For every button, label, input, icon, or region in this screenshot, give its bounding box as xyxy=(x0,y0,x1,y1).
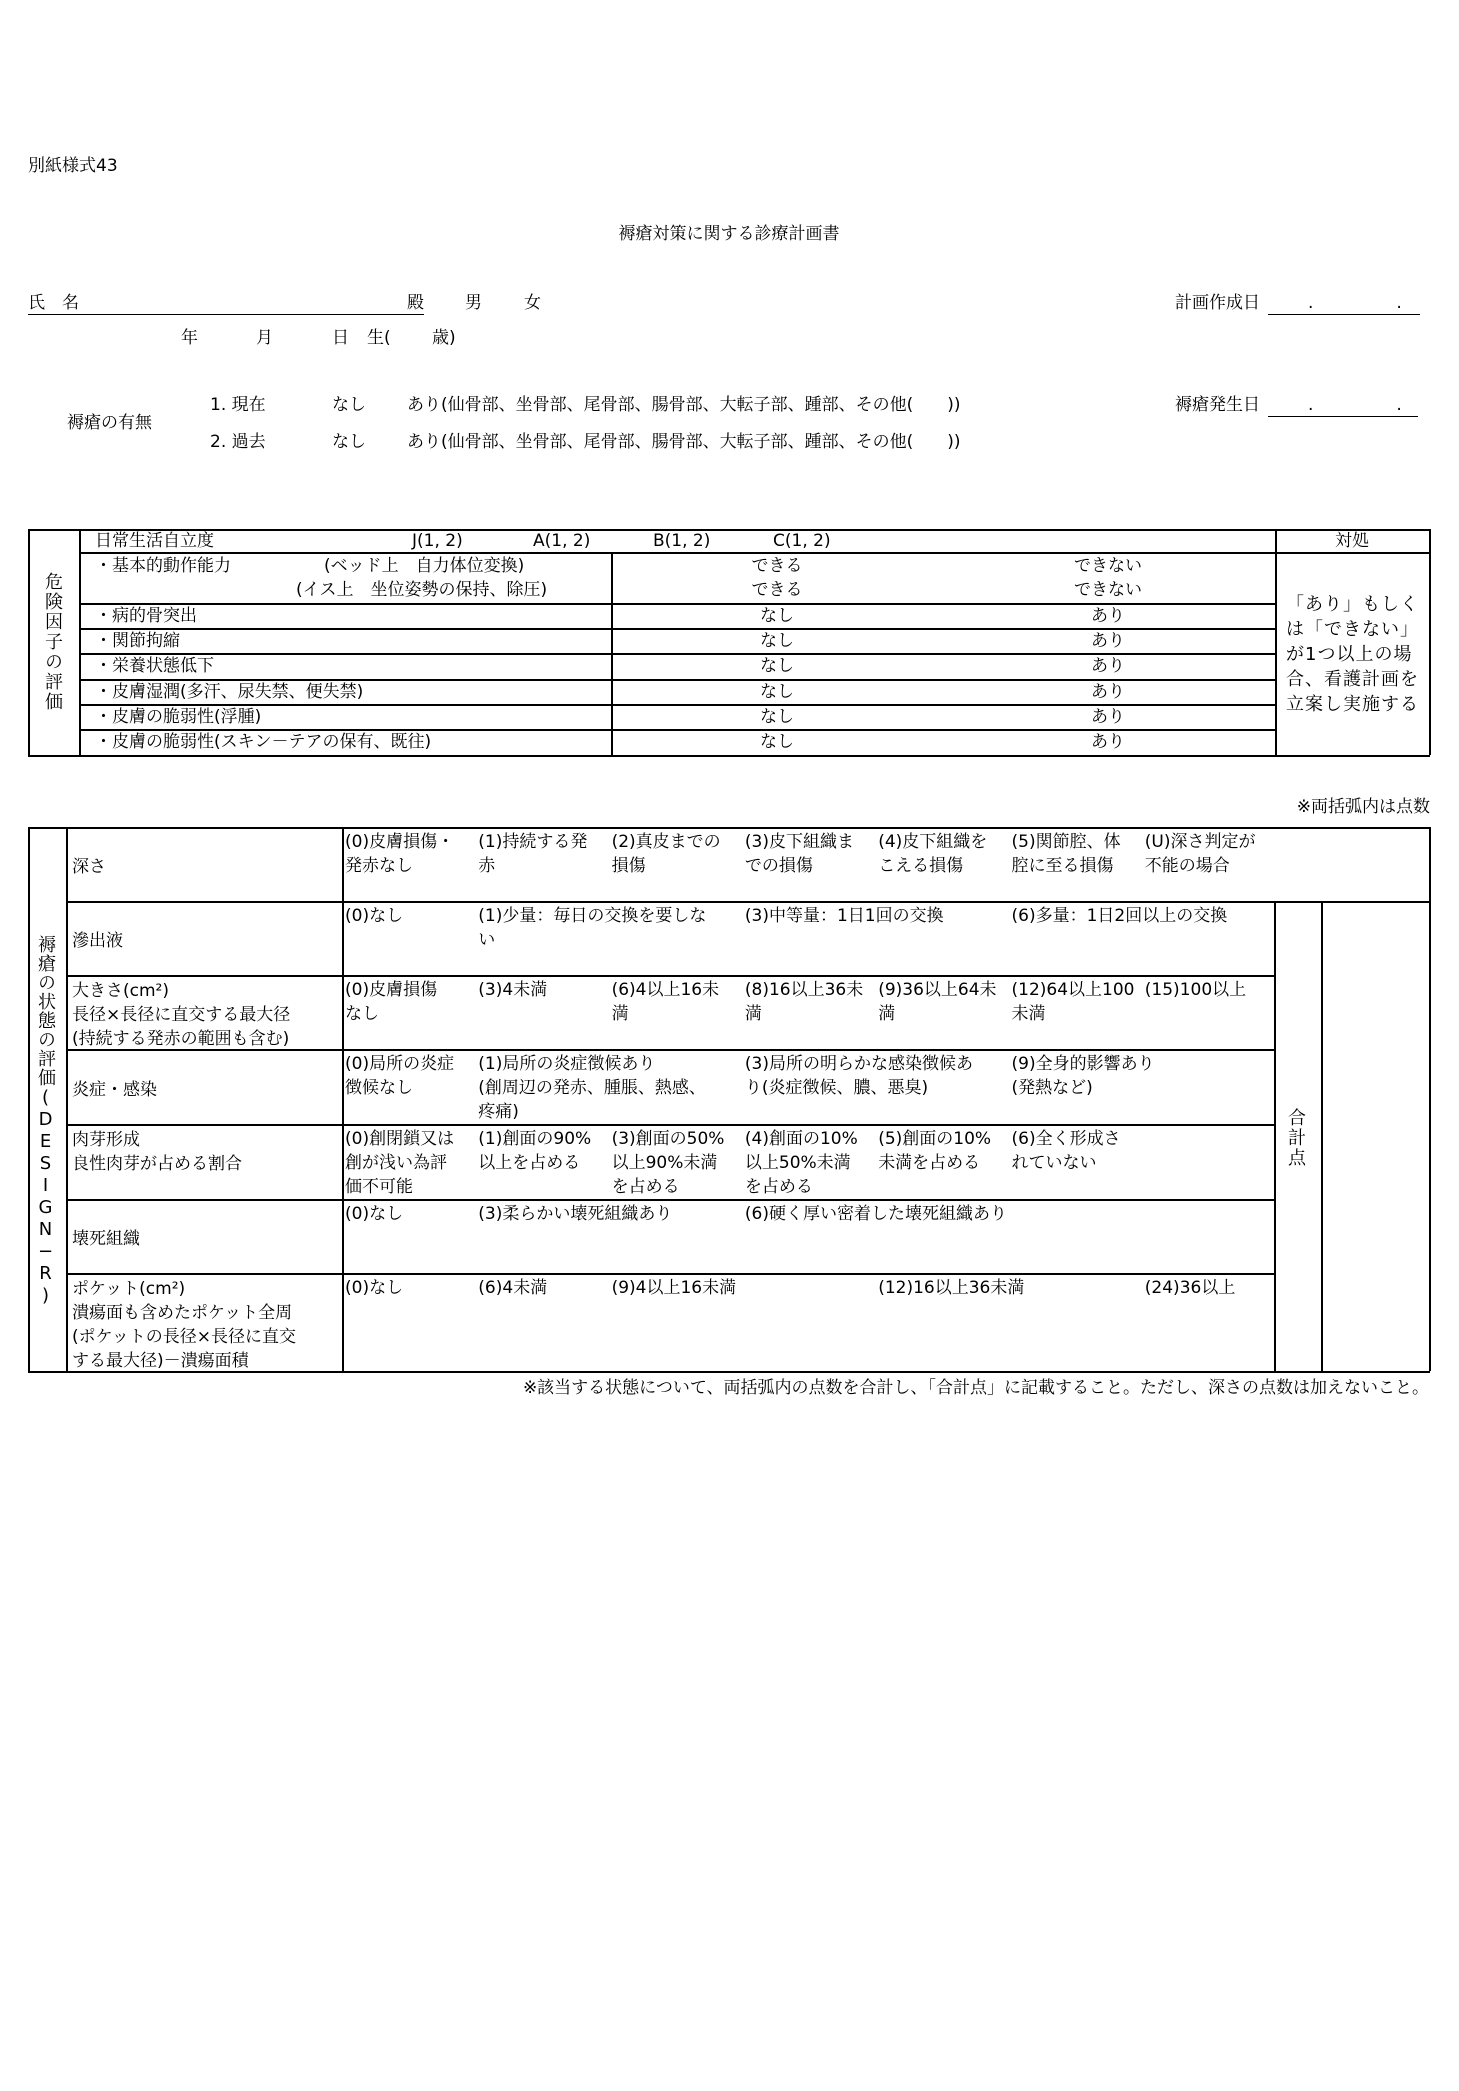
design-option[interactable]: (5)関節腔、体 腔に至る損傷 xyxy=(1011,832,1121,876)
risk-item-yes[interactable]: あり xyxy=(1091,707,1125,727)
design-row-label: 炎症・感染 xyxy=(72,1079,157,1100)
risk-item-no[interactable]: なし xyxy=(760,732,794,752)
footer-note: ※該当する状態について、両括弧内の点数を合計し、「合計点」に記載すること。ただし、深さの点数は加えないこと。 xyxy=(522,1378,1429,1398)
design-row-label: 深さ xyxy=(72,857,106,877)
chair-cannot[interactable]: できない xyxy=(1074,580,1142,600)
name-field[interactable] xyxy=(28,314,424,315)
design-section-label: 褥瘡の状態の評価(DESIGN−R) xyxy=(35,935,56,1307)
design-option[interactable]: (1)少量：毎日の交換を要しな い xyxy=(478,906,707,950)
design-row-label: ポケット(cm²) 潰瘍面も含めたポケット全周 (ポケットの長径×長径に直交 する最大径)－潰瘍面積 xyxy=(72,1279,297,1371)
current-label: 1. 現在 xyxy=(210,395,266,415)
design-option[interactable]: (3)柔らかい壊死組織あり xyxy=(478,1204,673,1224)
form-number: 別紙様式43 xyxy=(28,156,118,176)
honorific: 殿 xyxy=(407,293,424,313)
design-option[interactable]: (6)全く形成さ れていない xyxy=(1011,1129,1121,1173)
risk-item-label: ・皮膚の脆弱性(スキン－テアの保有、既往) xyxy=(95,732,432,752)
birth-year: 年 xyxy=(181,328,198,348)
design-option[interactable]: (8)16以上36未 満 xyxy=(744,980,864,1024)
design-option[interactable]: (1)創面の90% 以上を占める xyxy=(478,1129,592,1173)
action-text: 「あり」もしく は「できない」 が1つ以上の場 合、看護計画を 立案し実施する xyxy=(1286,594,1419,715)
ulcer-presence-label: 褥瘡の有無 xyxy=(67,413,152,433)
design-option[interactable]: (0)皮膚損傷・ 発赤なし xyxy=(345,832,455,876)
total-score-label: 合計点 xyxy=(1285,1108,1306,1168)
design-option[interactable]: (1)持続する発 赤 xyxy=(478,832,588,876)
design-option[interactable]: (9)全身的影響あり (発熱など) xyxy=(1011,1054,1155,1098)
risk-item-label: ・皮膚湿潤(多汗、尿失禁、便失禁) xyxy=(95,682,364,702)
risk-item-no[interactable]: なし xyxy=(760,631,794,651)
sex-female[interactable]: 女 xyxy=(524,293,541,313)
risk-item-yes[interactable]: あり xyxy=(1091,682,1125,702)
onset-date-field[interactable] xyxy=(1268,416,1418,417)
plan-date-dots: . . xyxy=(1308,293,1410,313)
design-option[interactable]: (3)4未満 xyxy=(478,980,548,1000)
design-option[interactable]: (4)創面の10% 以上50%未満 を占める xyxy=(744,1129,858,1197)
design-option[interactable]: (0)皮膚損傷 なし xyxy=(345,980,438,1024)
design-option[interactable]: (3)皮下組織ま での損傷 xyxy=(744,832,854,876)
onset-date-label: 褥瘡発生日 xyxy=(1175,395,1260,415)
bed-cannot[interactable]: できない xyxy=(1074,556,1142,576)
birth-month: 月 xyxy=(256,328,273,348)
design-option[interactable]: (2)真皮までの 損傷 xyxy=(611,832,721,876)
risk-item-no[interactable]: なし xyxy=(760,606,794,626)
risk-item-label: ・栄養状態低下 xyxy=(95,656,214,676)
action-header: 対処 xyxy=(1335,531,1369,551)
plan-date-label: 計画作成日 xyxy=(1175,293,1260,313)
bed-can[interactable]: できる xyxy=(751,556,803,576)
design-note: ※両括弧内は点数 xyxy=(1296,797,1430,817)
adl-level-b[interactable]: B(1, 2) xyxy=(653,531,711,551)
risk-item-label: ・関節拘縮 xyxy=(95,631,180,651)
basic-motion-label: ・基本的動作能力 xyxy=(95,556,231,576)
birth-day: 日 xyxy=(332,328,349,348)
adl-level-a[interactable]: A(1, 2) xyxy=(533,531,591,551)
design-option[interactable]: (1)局所の炎症徴候あり (創周辺の発赤、腫脹、熱感、 疼痛) xyxy=(478,1054,706,1122)
design-option[interactable]: (6)4未満 xyxy=(478,1278,548,1298)
design-row-label: 壊死組織 xyxy=(72,1229,140,1249)
chair-can[interactable]: できる xyxy=(751,580,803,600)
sex-male[interactable]: 男 xyxy=(465,293,482,313)
age-label: 歳) xyxy=(432,328,456,348)
design-option[interactable]: (6)多量：1日2回以上の交換 xyxy=(1011,906,1228,926)
design-option[interactable]: (24)36以上 xyxy=(1144,1278,1236,1298)
design-option[interactable]: (3)中等量：1日1回の交換 xyxy=(744,906,944,926)
design-option[interactable]: (12)16以上36未満 xyxy=(878,1278,1025,1298)
design-option[interactable]: (0)なし xyxy=(345,906,404,926)
onset-date-dots: . . xyxy=(1308,395,1410,415)
risk-item-yes[interactable]: あり xyxy=(1091,732,1125,752)
basic-motion-bed: (ベッド上 自力体位変換) xyxy=(324,556,525,576)
past-none[interactable]: なし xyxy=(332,432,366,452)
risk-item-yes[interactable]: あり xyxy=(1091,631,1125,651)
design-option[interactable]: (6)硬く厚い密着した壊死組織あり xyxy=(744,1204,1007,1224)
design-option[interactable]: (15)100以上 xyxy=(1144,980,1247,1000)
design-option[interactable]: (0)なし xyxy=(345,1278,404,1298)
design-option[interactable]: (6)4以上16未 満 xyxy=(611,980,720,1024)
risk-item-no[interactable]: なし xyxy=(760,656,794,676)
design-option[interactable]: (5)創面の10% 未満を占める xyxy=(878,1129,992,1173)
design-option[interactable]: (0)局所の炎症 徴候なし xyxy=(345,1054,455,1098)
document-title: 褥瘡対策に関する診療計画書 xyxy=(618,224,840,244)
design-option[interactable]: (9)36以上64未 満 xyxy=(878,980,997,1024)
design-option[interactable]: (3)局所の明らかな感染徴候あ り(炎症徴候、膿、悪臭) xyxy=(744,1054,973,1098)
past-label: 2. 過去 xyxy=(210,432,266,452)
design-option[interactable]: (3)創面の50% 以上90%未満 を占める xyxy=(611,1129,725,1197)
plan-date-field[interactable] xyxy=(1268,314,1420,315)
risk-item-no[interactable]: なし xyxy=(760,707,794,727)
risk-item-label: ・皮膚の脆弱性(浮腫) xyxy=(95,707,262,727)
risk-item-yes[interactable]: あり xyxy=(1091,606,1125,626)
past-present[interactable]: あり(仙骨部、坐骨部、尾骨部、腸骨部、大転子部、踵部、その他( )) xyxy=(407,432,961,452)
total-score-field[interactable] xyxy=(1322,902,1428,1370)
design-row-label: 大きさ(cm²) 長径×長径に直交する最大径 (持続する発赤の範囲も含む) xyxy=(72,981,291,1049)
design-row-label: 滲出液 xyxy=(72,931,123,951)
design-option[interactable]: (12)64以上100 未満 xyxy=(1011,980,1135,1024)
design-option[interactable]: (9)4以上16未満 xyxy=(611,1278,737,1298)
basic-motion-chair: (イス上 坐位姿勢の保持、除圧) xyxy=(296,580,548,600)
risk-section-label: 危険因子の評価 xyxy=(42,572,63,712)
birth-label: 生( xyxy=(367,328,391,348)
name-label: 氏 名 xyxy=(28,293,79,313)
adl-level-c[interactable]: C(1, 2) xyxy=(773,531,831,551)
design-option[interactable]: (0)創閉鎖又は 創が浅い為評 価不可能 xyxy=(345,1129,455,1197)
risk-item-label: ・病的骨突出 xyxy=(95,606,197,626)
risk-item-yes[interactable]: あり xyxy=(1091,656,1125,676)
design-option[interactable]: (0)なし xyxy=(345,1204,404,1224)
adl-label: 日常生活自立度 xyxy=(95,531,214,551)
adl-level-j[interactable]: J(1, 2) xyxy=(412,531,463,551)
current-present[interactable]: あり(仙骨部、坐骨部、尾骨部、腸骨部、大転子部、踵部、その他( )) xyxy=(407,395,961,415)
design-option[interactable]: (4)皮下組織を こえる損傷 xyxy=(878,832,988,876)
risk-item-no[interactable]: なし xyxy=(760,682,794,702)
current-none[interactable]: なし xyxy=(332,395,366,415)
design-option[interactable]: (U)深さ判定が 不能の場合 xyxy=(1144,832,1256,876)
design-row-label: 肉芽形成 良性肉芽が占める割合 xyxy=(72,1130,242,1174)
